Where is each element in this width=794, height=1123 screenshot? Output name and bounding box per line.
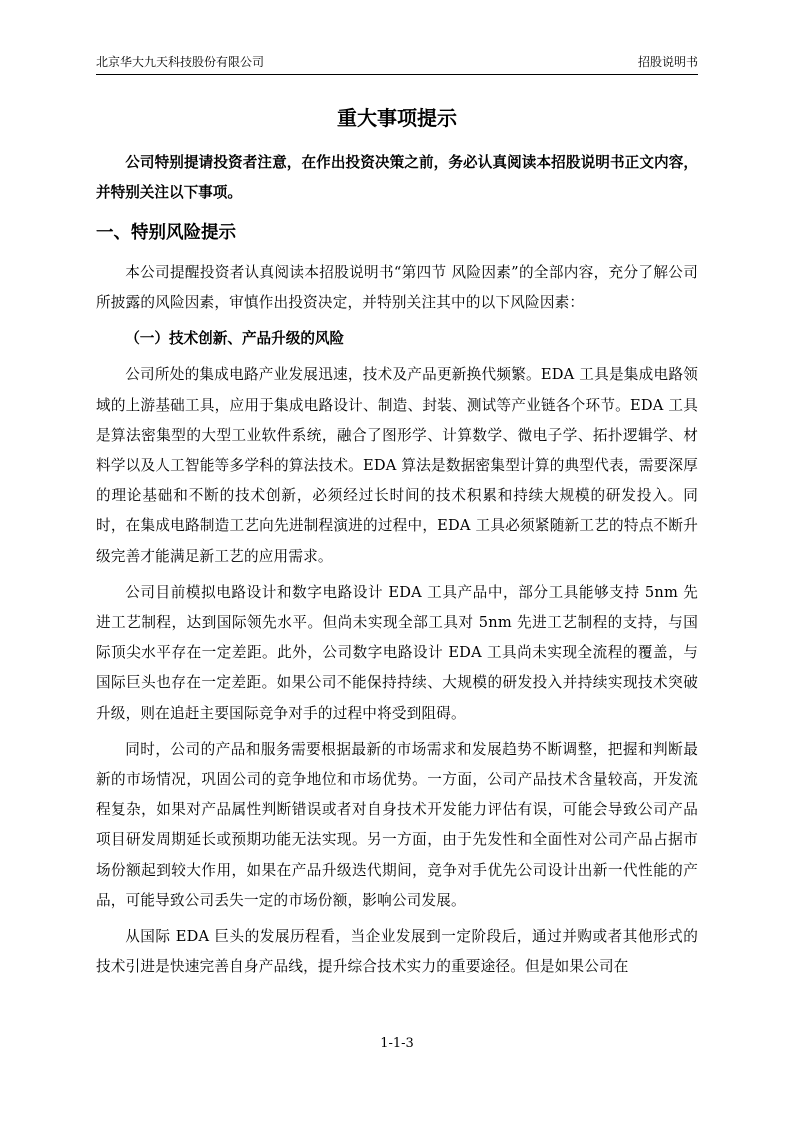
section-heading: 一、特别风险提示 bbox=[96, 223, 236, 243]
header-company: 北京华大九天科技股份有限公司 bbox=[96, 55, 265, 69]
subsection-heading: （一）技术创新、产品升级的风险 bbox=[125, 330, 345, 348]
body-paragraph-1: 公司所处的集成电路产业发展迅速，技术及产品更新换代频繁。EDA 工具是集成电路领域的上游基础工具，应用于集成电路设计、制造、封装、测试等产业链各个环节。EDA 工具是算法密集型的大型工业软件系统，融合了图形学、计算数学、微电子学、拓扑逻辑学、材料学以及人工智能等多学科的算法技术。EDA 算法是数据密集型计算的典型代表，需要深厚的理论基础和不断的技术创新，必须经过长时间的技术积累和持续大规模的研发投入。同时，在集成电路制造工艺向先进制程演进的过程中，EDA 工具必须紧随新工艺的特点不断升级完善才能满足新工艺的应用需求。 bbox=[96, 366, 698, 565]
body-paragraph-4: 从国际 EDA 巨头的发展历程看，当企业发展到一定阶段后，通过并购或者其他形式的技术引进是快速完善自身产品线，提升综合技术实力的重要途径。但是如果公司在 bbox=[96, 928, 698, 976]
intro-paragraph: 本公司提醒投资者认真阅读本招股说明书“第四节 风险因素”的全部内容，充分了解公司所披露的风险因素，审慎作出投资决定，并特别关注其中的以下风险因素： bbox=[96, 264, 698, 312]
body-paragraph-2: 公司目前模拟电路设计和数字电路设计 EDA 工具产品中，部分工具能够支持 5nm 先进工艺制程，达到国际领先水平。但尚未实现全部工具对 5nm 先进工艺制程的支持，与国际顶尖水平存在一定差距。此外，公司数字电路设计 EDA 工具尚未实现全流程的覆盖，与国际巨头也存在一定差距。如果公司不能保持持续、大规模的研发投入并持续实现技术突破升级，则在追赶主要国际竞争对手的过程中将受到阻碍。 bbox=[96, 583, 698, 722]
page-number: 1-1-3 bbox=[380, 1036, 414, 1051]
header-divider bbox=[96, 74, 698, 75]
page-body bbox=[96, 98, 698, 988]
body-paragraph-3: 同时，公司的产品和服务需要根据最新的市场需求和发展趋势不断调整，把握和判断最新的市场情况，巩固公司的竞争地位和市场优势。一方面，公司产品技术含量较高，开发流程复杂，如果对产品属性判断错误或者对自身技术开发能力评估有误，可能会导致公司产品项目研发周期延长或预期功能无法实现。另一方面，由于先发性和全面性对公司产品占据市场份额起到较大作用，如果在产品升级迭代期间，竞争对手优先公司设计出新一代性能的产品，可能导致公司丢失一定的市场份额，影响公司发展。 bbox=[96, 740, 698, 909]
page-title: 重大事项提示 bbox=[337, 106, 457, 130]
page-header bbox=[96, 52, 698, 72]
header-doc-type: 招股说明书 bbox=[637, 55, 698, 69]
notice-paragraph: 公司特别提请投资者注意，在作出投资决策之前，务必认真阅读本招股说明书正文内容，并特别关注以下事项。 bbox=[96, 154, 698, 201]
